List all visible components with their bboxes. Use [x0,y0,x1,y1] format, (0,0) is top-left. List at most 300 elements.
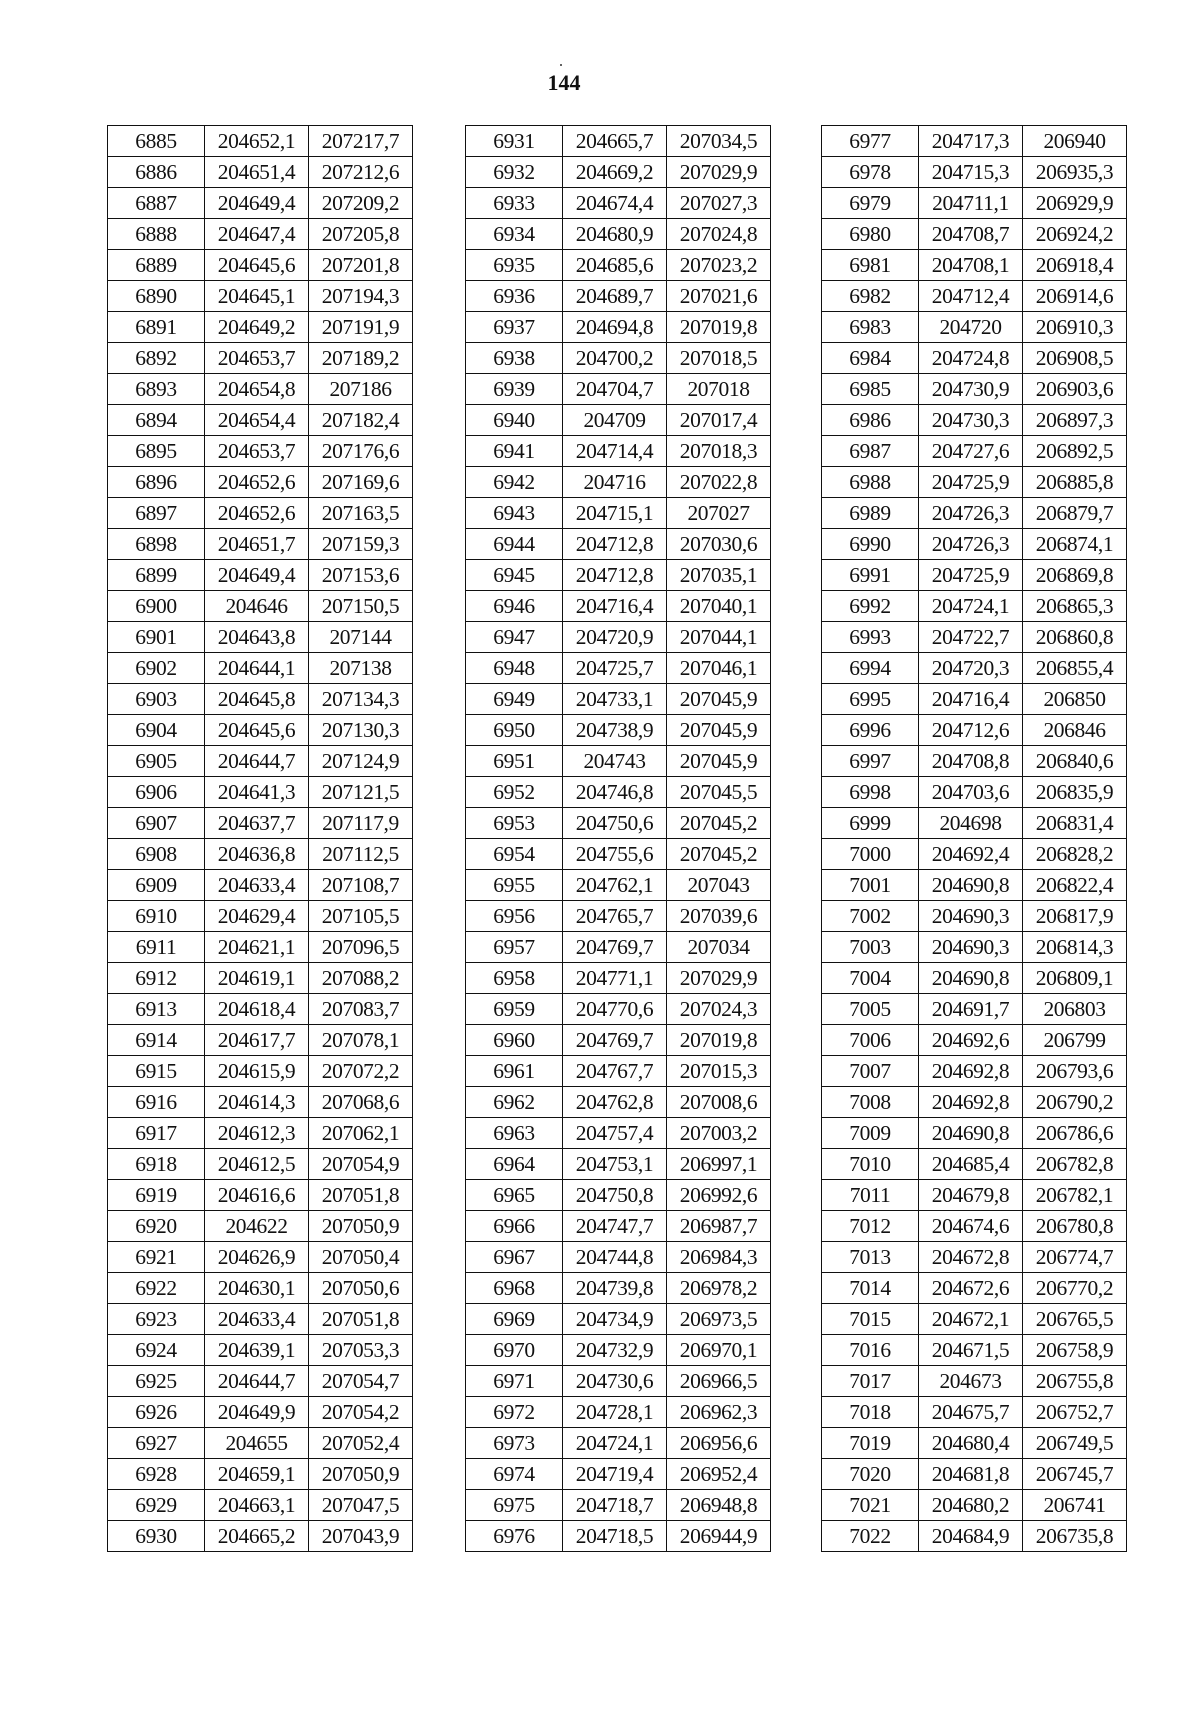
table-row [822,622,1127,653]
table-row [108,126,413,157]
table-row [466,901,771,932]
y-coordinate-cell: 206817,9 [1023,901,1127,932]
table-row [466,467,771,498]
point-number-cell: 6987 [822,436,919,467]
x-coordinate-cell: 204649,4 [205,188,309,219]
x-coordinate-cell: 204637,7 [205,808,309,839]
x-coordinate-cell: 204712,6 [919,715,1023,746]
x-coordinate-cell: 204708,8 [919,746,1023,777]
point-number-cell: 7012 [822,1211,919,1242]
point-number-cell: 6946 [466,591,563,622]
table-row [822,1056,1127,1087]
table-row [822,932,1127,963]
point-number-cell: 6940 [466,405,563,436]
table-row [108,343,413,374]
y-coordinate-cell: 207053,3 [309,1335,413,1366]
y-coordinate-cell: 206914,6 [1023,281,1127,312]
y-coordinate-cell: 207018 [667,374,771,405]
table-row [466,839,771,870]
x-coordinate-cell: 204692,6 [919,1025,1023,1056]
y-coordinate-cell: 207029,9 [667,963,771,994]
point-number-cell: 6927 [108,1428,205,1459]
y-coordinate-cell: 206846 [1023,715,1127,746]
point-number-cell: 6915 [108,1056,205,1087]
point-number-cell: 7014 [822,1273,919,1304]
table-row [822,560,1127,591]
x-coordinate-cell: 204717,3 [919,126,1023,157]
x-coordinate-cell: 204712,4 [919,281,1023,312]
y-coordinate-cell: 207176,6 [309,436,413,467]
point-number-cell: 6953 [466,808,563,839]
x-coordinate-cell: 204762,1 [563,870,667,901]
y-coordinate-cell: 207117,9 [309,808,413,839]
x-coordinate-cell: 204694,8 [563,312,667,343]
x-coordinate-cell: 204672,1 [919,1304,1023,1335]
x-coordinate-cell: 204644,7 [205,1366,309,1397]
y-coordinate-cell: 207035,1 [667,560,771,591]
y-coordinate-cell: 206970,1 [667,1335,771,1366]
table-row [108,1118,413,1149]
point-number-cell: 6970 [466,1335,563,1366]
y-coordinate-cell: 206885,8 [1023,467,1127,498]
table-row [466,219,771,250]
table-row [822,870,1127,901]
point-number-cell: 7019 [822,1428,919,1459]
x-coordinate-cell: 204675,7 [919,1397,1023,1428]
x-coordinate-cell: 204645,6 [205,715,309,746]
point-number-cell: 6971 [466,1366,563,1397]
point-number-cell: 6943 [466,498,563,529]
table-row [822,436,1127,467]
x-coordinate-cell: 204730,9 [919,374,1023,405]
point-number-cell: 7001 [822,870,919,901]
table-row [822,901,1127,932]
y-coordinate-cell: 206879,7 [1023,498,1127,529]
table-row [108,591,413,622]
coordinates-table-3 [821,125,1127,1552]
point-number-cell: 6936 [466,281,563,312]
y-coordinate-cell: 206966,5 [667,1366,771,1397]
y-coordinate-cell: 206929,9 [1023,188,1127,219]
point-number-cell: 6902 [108,653,205,684]
point-number-cell: 6894 [108,405,205,436]
point-number-cell: 6887 [108,188,205,219]
x-coordinate-cell: 204671,5 [919,1335,1023,1366]
x-coordinate-cell: 204673 [919,1366,1023,1397]
y-coordinate-cell: 207022,8 [667,467,771,498]
table-row [822,1521,1127,1552]
x-coordinate-cell: 204692,8 [919,1056,1023,1087]
point-number-cell: 6984 [822,343,919,374]
point-number-cell: 7006 [822,1025,919,1056]
point-number-cell: 6944 [466,529,563,560]
point-number-cell: 7020 [822,1459,919,1490]
y-coordinate-cell: 206803 [1023,994,1127,1025]
point-number-cell: 7003 [822,932,919,963]
y-coordinate-cell: 207150,5 [309,591,413,622]
y-coordinate-cell: 207068,6 [309,1087,413,1118]
x-coordinate-cell: 204724,1 [563,1428,667,1459]
x-coordinate-cell: 204636,8 [205,839,309,870]
y-coordinate-cell: 207062,1 [309,1118,413,1149]
x-coordinate-cell: 204644,7 [205,746,309,777]
table-row [108,1490,413,1521]
table-row [108,777,413,808]
x-coordinate-cell: 204732,9 [563,1335,667,1366]
y-coordinate-cell: 207130,3 [309,715,413,746]
point-number-cell: 6966 [466,1211,563,1242]
table-row [466,1118,771,1149]
point-number-cell: 6935 [466,250,563,281]
x-coordinate-cell: 204672,8 [919,1242,1023,1273]
x-coordinate-cell: 204672,6 [919,1273,1023,1304]
x-coordinate-cell: 204738,9 [563,715,667,746]
point-number-cell: 6983 [822,312,919,343]
x-coordinate-cell: 204653,7 [205,436,309,467]
x-coordinate-cell: 204744,8 [563,1242,667,1273]
x-coordinate-cell: 204719,4 [563,1459,667,1490]
table-row [822,1335,1127,1366]
x-coordinate-cell: 204734,9 [563,1304,667,1335]
y-coordinate-cell: 207018,5 [667,343,771,374]
point-number-cell: 6922 [108,1273,205,1304]
x-coordinate-cell: 204665,7 [563,126,667,157]
table-row [822,653,1127,684]
point-number-cell: 6959 [466,994,563,1025]
y-coordinate-cell: 206910,3 [1023,312,1127,343]
point-number-cell: 6896 [108,467,205,498]
y-coordinate-cell: 207029,9 [667,157,771,188]
point-number-cell: 7017 [822,1366,919,1397]
table-row [466,343,771,374]
y-coordinate-cell: 206865,3 [1023,591,1127,622]
table-row [108,839,413,870]
point-number-cell: 6995 [822,684,919,715]
table-row [466,1273,771,1304]
point-number-cell: 7002 [822,901,919,932]
table-row [108,963,413,994]
table-row [466,312,771,343]
table-row [822,777,1127,808]
y-coordinate-cell: 207018,3 [667,436,771,467]
y-coordinate-cell: 207212,6 [309,157,413,188]
x-coordinate-cell: 204712,8 [563,529,667,560]
y-coordinate-cell: 207045,9 [667,715,771,746]
x-coordinate-cell: 204712,8 [563,560,667,591]
y-coordinate-cell: 207134,3 [309,684,413,715]
y-coordinate-cell: 207040,1 [667,591,771,622]
x-coordinate-cell: 204652,1 [205,126,309,157]
y-coordinate-cell: 206758,9 [1023,1335,1127,1366]
x-coordinate-cell: 204725,9 [919,467,1023,498]
point-number-cell: 6918 [108,1149,205,1180]
x-coordinate-cell: 204680,9 [563,219,667,250]
point-number-cell: 7016 [822,1335,919,1366]
table-row [466,1428,771,1459]
point-number-cell: 6926 [108,1397,205,1428]
table-row [108,374,413,405]
table-row [108,529,413,560]
y-coordinate-cell: 206962,3 [667,1397,771,1428]
x-coordinate-cell: 204753,1 [563,1149,667,1180]
y-coordinate-cell: 207163,5 [309,498,413,529]
x-coordinate-cell: 204720 [919,312,1023,343]
point-number-cell: 7022 [822,1521,919,1552]
point-number-cell: 6949 [466,684,563,715]
y-coordinate-cell: 207030,6 [667,529,771,560]
table-row [466,1211,771,1242]
point-number-cell: 6888 [108,219,205,250]
y-coordinate-cell: 207205,8 [309,219,413,250]
point-number-cell: 6895 [108,436,205,467]
point-number-cell: 6990 [822,529,919,560]
table-row [822,994,1127,1025]
y-coordinate-cell: 207045,5 [667,777,771,808]
point-number-cell: 6961 [466,1056,563,1087]
table-row [466,126,771,157]
point-number-cell: 6974 [466,1459,563,1490]
x-coordinate-cell: 204769,7 [563,932,667,963]
x-coordinate-cell: 204733,1 [563,684,667,715]
point-number-cell: 6999 [822,808,919,839]
y-coordinate-cell: 206790,2 [1023,1087,1127,1118]
x-coordinate-cell: 204622 [205,1211,309,1242]
y-coordinate-cell: 206860,8 [1023,622,1127,653]
y-coordinate-cell: 207050,6 [309,1273,413,1304]
x-coordinate-cell: 204680,2 [919,1490,1023,1521]
x-coordinate-cell: 204612,3 [205,1118,309,1149]
point-number-cell: 7008 [822,1087,919,1118]
point-number-cell: 6912 [108,963,205,994]
table-row [822,529,1127,560]
table-row [466,1149,771,1180]
point-number-cell: 6898 [108,529,205,560]
y-coordinate-cell: 206765,5 [1023,1304,1127,1335]
table-row [466,1242,771,1273]
point-number-cell: 6886 [108,157,205,188]
point-number-cell: 6951 [466,746,563,777]
point-number-cell: 6989 [822,498,919,529]
y-coordinate-cell: 207045,2 [667,839,771,870]
point-number-cell: 7015 [822,1304,919,1335]
table-row [466,622,771,653]
y-coordinate-cell: 207159,3 [309,529,413,560]
table-row [108,870,413,901]
x-coordinate-cell: 204698 [919,808,1023,839]
table-row [108,1521,413,1552]
x-coordinate-cell: 204746,8 [563,777,667,808]
table-row [108,1242,413,1273]
x-coordinate-cell: 204617,7 [205,1025,309,1056]
table-row [108,1025,413,1056]
y-coordinate-cell: 207024,8 [667,219,771,250]
x-coordinate-cell: 204615,9 [205,1056,309,1087]
point-number-cell: 6957 [466,932,563,963]
x-coordinate-cell: 204725,9 [919,560,1023,591]
table-row [466,188,771,219]
x-coordinate-cell: 204616,6 [205,1180,309,1211]
point-number-cell: 6962 [466,1087,563,1118]
x-coordinate-cell: 204724,1 [919,591,1023,622]
table-row [822,1242,1127,1273]
point-number-cell: 6906 [108,777,205,808]
y-coordinate-cell: 206782,8 [1023,1149,1127,1180]
y-coordinate-cell: 207050,4 [309,1242,413,1273]
y-coordinate-cell: 207088,2 [309,963,413,994]
table-row [466,157,771,188]
point-number-cell: 6925 [108,1366,205,1397]
table-row [108,1211,413,1242]
point-number-cell: 6901 [108,622,205,653]
x-coordinate-cell: 204690,8 [919,1118,1023,1149]
table-row [108,653,413,684]
y-coordinate-cell: 207201,8 [309,250,413,281]
x-coordinate-cell: 204621,1 [205,932,309,963]
point-number-cell: 6954 [466,839,563,870]
table-row [822,374,1127,405]
table-row [108,746,413,777]
table-row [466,1304,771,1335]
point-number-cell: 6964 [466,1149,563,1180]
point-number-cell: 7013 [822,1242,919,1273]
point-number-cell: 6998 [822,777,919,808]
x-coordinate-cell: 204654,4 [205,405,309,436]
x-coordinate-cell: 204665,2 [205,1521,309,1552]
point-number-cell: 6889 [108,250,205,281]
point-number-cell: 6994 [822,653,919,684]
y-coordinate-cell: 207034 [667,932,771,963]
x-coordinate-cell: 204708,7 [919,219,1023,250]
x-coordinate-cell: 204630,1 [205,1273,309,1304]
x-coordinate-cell: 204649,4 [205,560,309,591]
table-row [108,901,413,932]
x-coordinate-cell: 204626,9 [205,1242,309,1273]
point-number-cell: 6991 [822,560,919,591]
x-coordinate-cell: 204726,3 [919,498,1023,529]
y-coordinate-cell: 206903,6 [1023,374,1127,405]
y-coordinate-cell: 207124,9 [309,746,413,777]
y-coordinate-cell: 207045,9 [667,746,771,777]
y-coordinate-cell: 207045,2 [667,808,771,839]
x-coordinate-cell: 204725,7 [563,653,667,684]
table-row [108,312,413,343]
table-row [108,560,413,591]
y-coordinate-cell: 206874,1 [1023,529,1127,560]
table-row [466,529,771,560]
y-coordinate-cell: 207045,9 [667,684,771,715]
table-row [822,281,1127,312]
y-coordinate-cell: 206918,4 [1023,250,1127,281]
y-coordinate-cell: 206935,3 [1023,157,1127,188]
table-row [822,157,1127,188]
table-row [822,1273,1127,1304]
table-row [466,653,771,684]
y-coordinate-cell: 207043 [667,870,771,901]
point-number-cell: 6978 [822,157,919,188]
x-coordinate-cell: 204639,1 [205,1335,309,1366]
y-coordinate-cell: 207027 [667,498,771,529]
x-coordinate-cell: 204690,3 [919,901,1023,932]
table-row [822,405,1127,436]
x-coordinate-cell: 204765,7 [563,901,667,932]
y-coordinate-cell: 207052,4 [309,1428,413,1459]
point-number-cell: 6969 [466,1304,563,1335]
y-coordinate-cell: 206752,7 [1023,1397,1127,1428]
y-coordinate-cell: 207072,2 [309,1056,413,1087]
x-coordinate-cell: 204726,3 [919,529,1023,560]
x-coordinate-cell: 204614,3 [205,1087,309,1118]
point-number-cell: 6891 [108,312,205,343]
table-row [822,498,1127,529]
point-number-cell: 6933 [466,188,563,219]
x-coordinate-cell: 204724,8 [919,343,1023,374]
x-coordinate-cell: 204720,3 [919,653,1023,684]
table-row [822,1490,1127,1521]
table-row [108,157,413,188]
y-coordinate-cell: 207051,8 [309,1180,413,1211]
point-number-cell: 6900 [108,591,205,622]
y-coordinate-cell: 206855,4 [1023,653,1127,684]
point-number-cell: 6938 [466,343,563,374]
x-coordinate-cell: 204743 [563,746,667,777]
table-row [108,808,413,839]
x-coordinate-cell: 204716,4 [563,591,667,622]
y-coordinate-cell: 207044,1 [667,622,771,653]
y-coordinate-cell: 207008,6 [667,1087,771,1118]
table-row [466,1366,771,1397]
point-number-cell: 6928 [108,1459,205,1490]
table-row [822,684,1127,715]
table-row [466,1056,771,1087]
x-coordinate-cell: 204770,6 [563,994,667,1025]
point-number-cell: 6923 [108,1304,205,1335]
point-number-cell: 6914 [108,1025,205,1056]
point-number-cell: 7011 [822,1180,919,1211]
point-number-cell: 6890 [108,281,205,312]
y-coordinate-cell: 207019,8 [667,1025,771,1056]
point-number-cell: 6931 [466,126,563,157]
y-coordinate-cell: 207169,6 [309,467,413,498]
x-coordinate-cell: 204644,1 [205,653,309,684]
y-coordinate-cell: 207112,5 [309,839,413,870]
x-coordinate-cell: 204755,6 [563,839,667,870]
y-coordinate-cell: 206948,8 [667,1490,771,1521]
x-coordinate-cell: 204618,4 [205,994,309,1025]
point-number-cell: 6908 [108,839,205,870]
point-number-cell: 6950 [466,715,563,746]
table-row [822,467,1127,498]
point-number-cell: 6960 [466,1025,563,1056]
y-coordinate-cell: 207054,7 [309,1366,413,1397]
point-number-cell: 6985 [822,374,919,405]
point-number-cell: 6932 [466,157,563,188]
y-coordinate-cell: 207054,2 [309,1397,413,1428]
point-number-cell: 6976 [466,1521,563,1552]
table-row [822,1397,1127,1428]
table-row [466,715,771,746]
y-coordinate-cell: 206809,1 [1023,963,1127,994]
y-coordinate-cell: 206869,8 [1023,560,1127,591]
point-number-cell: 6937 [466,312,563,343]
table-row [466,963,771,994]
y-coordinate-cell: 206828,2 [1023,839,1127,870]
y-coordinate-cell: 207046,1 [667,653,771,684]
x-coordinate-cell: 204645,8 [205,684,309,715]
y-coordinate-cell: 207043,9 [309,1521,413,1552]
x-coordinate-cell: 204767,7 [563,1056,667,1087]
coordinates-table-1 [107,125,413,1552]
x-coordinate-cell: 204716 [563,467,667,498]
